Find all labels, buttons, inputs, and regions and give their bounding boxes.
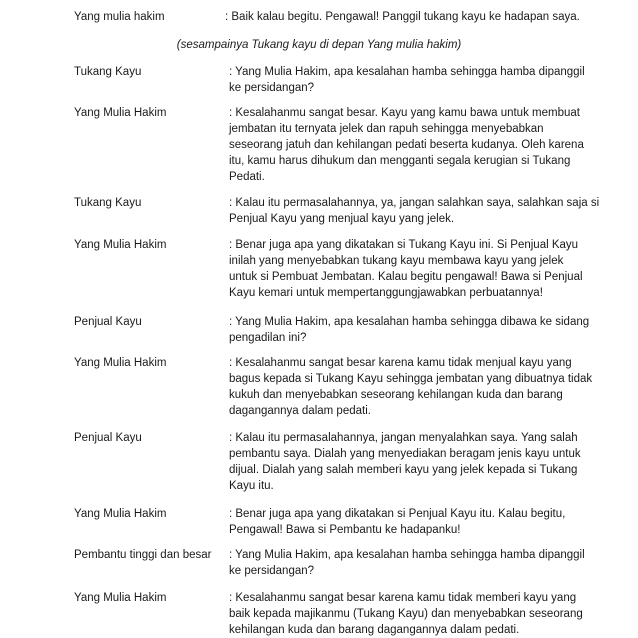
dialogue-line: dagangannya dalam pedati. [229, 405, 371, 417]
dialogue-line: Penjual Kayu yang menjual kayu yang jelek. [229, 213, 455, 225]
speaker-name: Tukang Kayu [74, 66, 142, 78]
dialogue-line: Kayu itu. [229, 480, 274, 492]
speaker-name: Yang Mulia Hakim [74, 239, 167, 251]
dialogue-line: baik kepada majikanmu (Tukang Kayu) dan menyebabkan seseorang [229, 608, 583, 620]
dialogue-line: : Kesalahanmu sangat besar karena kamu tidak memberi kayu yang [229, 592, 577, 604]
dialogue-line: Kayu kemari untuk mempertanggungjawabkan perbuatannya! [229, 287, 543, 299]
speaker-name: Yang Mulia Hakim [74, 592, 167, 604]
dialogue-line: kukuh dan menyebabkan seseorang kehilangan kuda dan barang [229, 389, 563, 401]
dialogue-line: Pengawal! Bawa si Pembantu ke hadapanku! [229, 524, 461, 536]
stage-direction: (sesampainya Tukang kayu di depan Yang mulia hakim) [176, 39, 462, 51]
speaker-name: Yang Mulia Hakim [74, 357, 167, 369]
dialogue-line: inilah yang menyebabkan tukang kayu membawa kayu yang jelek [229, 255, 564, 267]
speaker-name: Yang mulia hakim [74, 11, 165, 23]
dialogue-line: : Kalau itu permasalahannya, jangan menyalahkan saya. Yang salah [229, 432, 578, 444]
dialogue-line: jembatan itu ternyata jelek dan rapuh sehingga menyebabkan [229, 123, 544, 135]
dialogue-line: pembantu saya. Dialah yang menyediakan beragam jenis kayu untuk [229, 448, 581, 460]
dialogue-line: : Yang Mulia Hakim, apa kesalahan hamba sehingga dibawa ke sidang [229, 316, 590, 328]
dialogue-line: ke persidangan? [229, 82, 315, 94]
speaker-name: Tukang Kayu [74, 197, 142, 209]
dialogue-line: Pedati. [229, 171, 265, 183]
dialogue-line: : Yang Mulia Hakim, apa kesalahan hamba sehingga hamba dipanggil [229, 549, 585, 561]
dialogue-line: untuk si Pembuat Jembatan. Kalau begitu pengawal! Bawa si Penjual [229, 271, 583, 283]
dialogue-line: kehilangan kuda dan barang dagangannya dalam pedati. [229, 624, 520, 636]
speaker-name: Penjual Kayu [74, 316, 142, 328]
dialogue-line: ke persidangan? [229, 565, 315, 577]
speaker-name: Penjual Kayu [74, 432, 142, 444]
dialogue-line: : Benar juga apa yang dikatakan si Penjual Kayu itu. Kalau begitu, [229, 508, 566, 520]
speaker-name: Pembantu tinggi dan besar [74, 549, 212, 561]
dialogue-line: itu, kamu harus dihukum dan mengganti segala kerugian si Tukang [229, 155, 571, 167]
dialogue-line: pengadilan ini? [229, 332, 307, 344]
dialogue-line: : Baik kalau begitu. Pengawal! Panggil tukang kayu ke hadapan saya. [225, 11, 580, 23]
dialogue-line: : Kalau itu permasalahannya, ya, jangan salahkan saya, salahkan saja si [229, 197, 600, 209]
dialogue-line: : Kesalahanmu sangat besar. Kayu yang kamu bawa untuk membuat [229, 107, 580, 119]
dialogue-line: : Benar juga apa yang dikatakan si Tukang Kayu ini. Si Penjual Kayu [229, 239, 579, 251]
dialogue-line: : Yang Mulia Hakim, apa kesalahan hamba sehingga hamba dipanggil [229, 66, 585, 78]
dialogue-line: : Kesalahanmu sangat besar karena kamu tidak menjual kayu yang [229, 357, 572, 369]
dialogue-line: seseorang jatuh dan kehilangan pedati beserta kudanya. Oleh karena [229, 139, 584, 151]
dialogue-line: dijual. Dialah yang salah memberi kayu yang jelek kepada si Tukang [229, 464, 578, 476]
speaker-name: Yang Mulia Hakim [74, 508, 167, 520]
speaker-name: Yang Mulia Hakim [74, 107, 167, 119]
dialogue-line: bagus kepada si Tukang Kayu sehingga jembatan yang dibuatnya tidak [229, 373, 593, 385]
